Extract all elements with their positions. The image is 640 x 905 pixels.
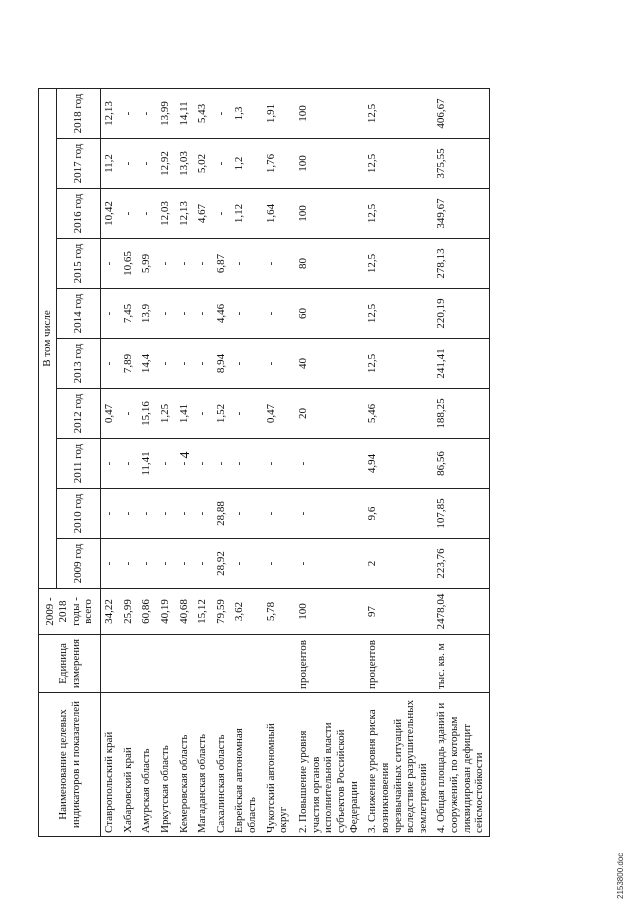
row-name: Иркутская область — [157, 693, 176, 837]
row-value: 188,25 — [432, 389, 489, 439]
row-value: 349,67 — [432, 189, 489, 239]
row-value: - — [231, 239, 262, 289]
row-value: - — [120, 489, 139, 539]
row-value: 0,47 — [101, 389, 120, 439]
row-value: 223,76 — [432, 539, 489, 589]
row-value: 15,16 — [138, 389, 157, 439]
row-value: 4,67 — [194, 189, 213, 239]
table-row — [120, 89, 139, 837]
row-unit — [213, 635, 232, 693]
row-value: - — [101, 439, 120, 489]
row-unit — [176, 635, 195, 693]
row-value: 1,41 — [176, 389, 195, 439]
row-value: - — [157, 489, 176, 539]
row-total: 40,68 — [176, 589, 195, 635]
row-value: - — [231, 439, 262, 489]
row-value: 406,67 — [432, 89, 489, 139]
header-year: 2017 год — [57, 139, 101, 189]
row-value: - — [101, 239, 120, 289]
row-value: 7,45 — [120, 289, 139, 339]
row-name: Амурская область — [138, 693, 157, 837]
table-row — [101, 89, 120, 837]
row-value: - — [120, 539, 139, 589]
row-value: 100 — [294, 139, 363, 189]
row-value: 60 — [294, 289, 363, 339]
row-value: 14,11 — [176, 89, 195, 139]
row-value: 10,65 — [120, 239, 139, 289]
row-value: - — [194, 489, 213, 539]
row-total: 15,12 — [194, 589, 213, 635]
row-name: 3. Снижение уровня риска возникновения чрезвычайных ситуаций вследствие разрушительных землетрясений — [363, 693, 432, 837]
row-value: 1,91 — [263, 89, 294, 139]
header-year: 2009 год — [57, 539, 101, 589]
row-value: 11,41 — [138, 439, 157, 489]
row-value: - — [138, 189, 157, 239]
row-value: 8,94 — [213, 339, 232, 389]
row-value: 1,76 — [263, 139, 294, 189]
row-value: 5,02 — [194, 139, 213, 189]
row-value: 13,9 — [138, 289, 157, 339]
row-value: - — [294, 489, 363, 539]
row-value: 100 — [294, 89, 363, 139]
row-value: 5,99 — [138, 239, 157, 289]
row-total: 5,78 — [263, 589, 294, 635]
row-total: 25,99 — [120, 589, 139, 635]
row-value: 2 — [363, 539, 432, 589]
row-value: - — [231, 389, 262, 439]
row-unit — [157, 635, 176, 693]
row-value: 12,5 — [363, 339, 432, 389]
table-row — [263, 89, 294, 837]
row-value: - — [213, 89, 232, 139]
row-value: - — [138, 139, 157, 189]
row-value: - — [101, 539, 120, 589]
row-value: 12,5 — [363, 239, 432, 289]
header-unit: Единица измерения — [39, 635, 101, 693]
row-value: 375,55 — [432, 139, 489, 189]
indicators-table — [38, 88, 490, 837]
row-value: 9,6 — [363, 489, 432, 539]
header-name: Наименование целевых индикаторов и показателей — [39, 693, 101, 837]
row-value: - — [263, 539, 294, 589]
row-value: - — [294, 539, 363, 589]
row-name: 2. Повышение уровня участия органов исполнительной власти субъектов Российской Федерации — [294, 693, 363, 837]
row-value: - — [231, 489, 262, 539]
row-value: 278,13 — [432, 239, 489, 289]
document-code: 2153800.doc — [616, 852, 625, 899]
row-total: 2478,04 — [432, 589, 489, 635]
row-total: 3,62 — [231, 589, 262, 635]
row-value: 14,4 — [138, 339, 157, 389]
row-value: - — [263, 289, 294, 339]
row-value: 4,94 — [363, 439, 432, 489]
row-value: - — [157, 539, 176, 589]
row-value: 5,43 — [194, 89, 213, 139]
row-value: 5,46 — [363, 389, 432, 439]
header-year: 2014 год — [57, 289, 101, 339]
row-value: 80 — [294, 239, 363, 289]
row-name: Хабаровский край — [120, 693, 139, 837]
row-value: - — [176, 489, 195, 539]
row-value: 12,92 — [157, 139, 176, 189]
row-value: - — [120, 189, 139, 239]
row-value: - — [213, 139, 232, 189]
header-year: 2012 год — [57, 389, 101, 439]
row-value: - — [138, 89, 157, 139]
row-value: - — [157, 339, 176, 389]
row-value: - — [120, 139, 139, 189]
row-value: - — [157, 439, 176, 489]
table-body — [101, 89, 490, 837]
row-total: 60,86 — [138, 589, 157, 635]
row-value: - — [194, 239, 213, 289]
row-value: 1,52 — [213, 389, 232, 439]
row-value: - — [176, 339, 195, 389]
row-unit — [138, 635, 157, 693]
row-value: - — [120, 89, 139, 139]
row-unit: процентов — [294, 635, 363, 693]
row-value: - — [194, 339, 213, 389]
row-total: 34,22 — [101, 589, 120, 635]
row-value: 1,64 — [263, 189, 294, 239]
row-value: 28,92 — [213, 539, 232, 589]
row-value: 12,03 — [157, 189, 176, 239]
header-year: 2013 год — [57, 339, 101, 389]
row-unit — [194, 635, 213, 693]
table-row — [194, 89, 213, 837]
row-value: 6,87 — [213, 239, 232, 289]
row-unit: тыс. кв. м — [432, 635, 489, 693]
row-value: - — [231, 289, 262, 339]
header-year: 2015 год — [57, 239, 101, 289]
table-row — [231, 89, 262, 837]
row-value: 4,46 — [213, 289, 232, 339]
header-total: 2009 - 2018 годы - всего — [39, 589, 101, 635]
header-year: 2010 год — [57, 489, 101, 539]
row-value: 1,25 — [157, 389, 176, 439]
row-value: - — [101, 339, 120, 389]
row-value: - — [213, 439, 232, 489]
table-row — [138, 89, 157, 837]
header-group: В том числе — [39, 89, 57, 589]
row-value: - — [176, 289, 195, 339]
row-value: - — [194, 539, 213, 589]
row-value: 11,2 — [101, 139, 120, 189]
row-value: - — [176, 439, 195, 489]
row-value: 12,13 — [101, 89, 120, 139]
row-value: 12,5 — [363, 189, 432, 239]
row-value: 7,89 — [120, 339, 139, 389]
row-value: - — [213, 189, 232, 239]
row-value: 1,3 — [231, 89, 262, 139]
header-year: 2018 год — [57, 89, 101, 139]
row-value: 10,42 — [101, 189, 120, 239]
row-unit: процентов — [363, 635, 432, 693]
row-value: - — [231, 539, 262, 589]
row-unit — [101, 635, 120, 693]
row-value: - — [120, 389, 139, 439]
row-value: - — [194, 289, 213, 339]
row-name: Еврейская автономная область — [231, 693, 262, 837]
row-value: - — [157, 289, 176, 339]
row-value: - — [138, 489, 157, 539]
table-row — [363, 89, 432, 837]
row-value: 13,03 — [176, 139, 195, 189]
row-value: 86,56 — [432, 439, 489, 489]
row-value: - — [176, 539, 195, 589]
row-total: 97 — [363, 589, 432, 635]
indicators-table-wrap — [38, 88, 490, 837]
row-value: 220,19 — [432, 289, 489, 339]
row-value: 12,5 — [363, 139, 432, 189]
row-value: - — [101, 489, 120, 539]
row-total: 40,19 — [157, 589, 176, 635]
page-number: 4 — [178, 451, 193, 459]
row-total: 79,59 — [213, 589, 232, 635]
row-value: - — [157, 239, 176, 289]
row-name: 4. Общая площадь зданий и сооружений, по которым ликвидирован дефицит сейсмостойкости — [432, 693, 489, 837]
row-value: - — [101, 289, 120, 339]
row-value: - — [231, 339, 262, 389]
table-row — [157, 89, 176, 837]
row-value: - — [194, 439, 213, 489]
header-year: 2016 год — [57, 189, 101, 239]
row-unit — [120, 635, 139, 693]
row-name: Ставропольский край — [101, 693, 120, 837]
row-name: Сахалинская область — [213, 693, 232, 837]
row-unit — [231, 635, 262, 693]
row-name: Чукотский автономный округ — [263, 693, 294, 837]
row-value: - — [263, 439, 294, 489]
row-value: 20 — [294, 389, 363, 439]
row-value: 107,85 — [432, 489, 489, 539]
row-value: 13,99 — [157, 89, 176, 139]
row-value: 1,12 — [231, 189, 262, 239]
row-value: - — [138, 539, 157, 589]
row-value: - — [194, 389, 213, 439]
row-value: - — [263, 489, 294, 539]
row-value: 12,5 — [363, 289, 432, 339]
row-value: 1,2 — [231, 139, 262, 189]
row-value: - — [176, 239, 195, 289]
row-name: Магаданская область — [194, 693, 213, 837]
row-value: 28,88 — [213, 489, 232, 539]
row-value: - — [120, 439, 139, 489]
row-value: 12,5 — [363, 89, 432, 139]
row-value: 40 — [294, 339, 363, 389]
table-row — [176, 89, 195, 837]
row-value: 100 — [294, 189, 363, 239]
row-value: 12,13 — [176, 189, 195, 239]
row-unit — [263, 635, 294, 693]
row-value: 0,47 — [263, 389, 294, 439]
row-value: - — [263, 339, 294, 389]
table-row — [432, 89, 489, 837]
row-value: - — [294, 439, 363, 489]
table-row — [294, 89, 363, 837]
row-total: 100 — [294, 589, 363, 635]
row-value: - — [263, 239, 294, 289]
row-value: 241,41 — [432, 339, 489, 389]
table-row — [213, 89, 232, 837]
row-name: Кемеровская область — [176, 693, 195, 837]
header-year: 2011 год — [57, 439, 101, 489]
